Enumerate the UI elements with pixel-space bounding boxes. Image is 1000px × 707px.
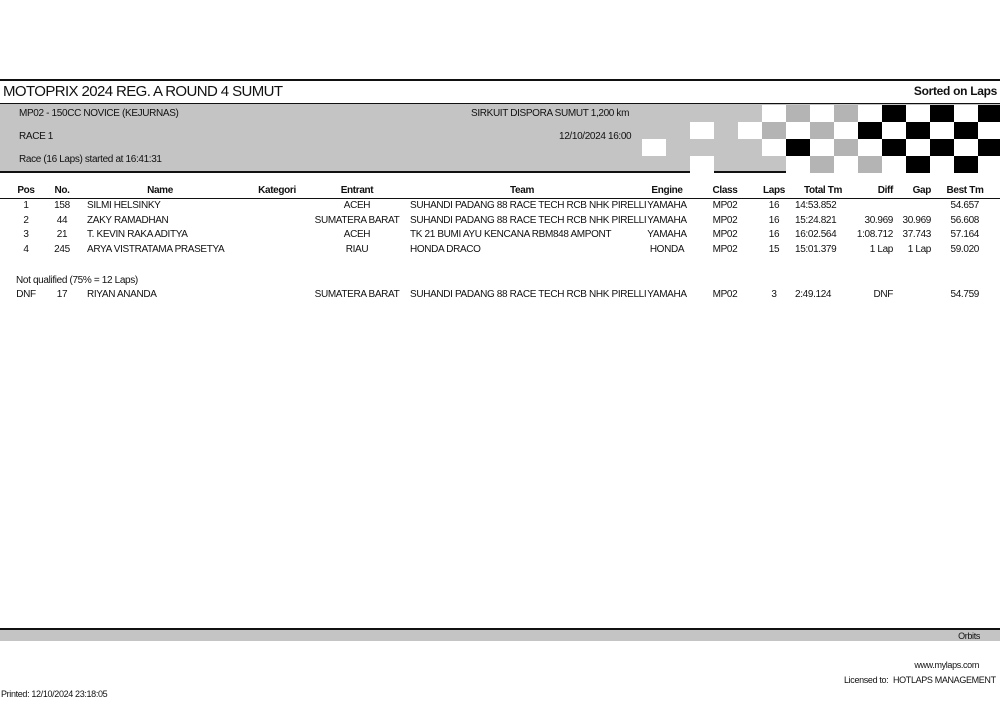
flag-square [882,156,906,173]
flag-square [882,122,906,139]
flag-square [930,139,954,156]
flag-square [906,105,930,122]
column-header-team: Team [510,185,534,196]
flag-square [954,122,978,139]
cell-diff: DNF [873,289,893,300]
circuit-name: SIRKUIT DISPORA SUMUT 1,200 km [471,108,630,119]
column-header-gap: Gap [912,185,931,196]
cell-pos: 2 [23,214,29,226]
flag-square [978,156,1000,173]
flag-square [858,105,882,122]
cell-gap: 37.743 [902,229,931,241]
cell-name: ARYA VISTRATAMA PRASETYA [87,244,225,256]
cell-diff: 30.969 [864,214,893,226]
cell-gap: 1 Lap [907,244,931,256]
cell-entrant: ACEH [343,200,371,211]
cell-engine: YAMAHA [647,229,687,241]
cell-best: 56.608 [950,214,979,226]
licensee: HOTLAPS MANAGEMENT [893,675,996,685]
flag-square [834,122,858,139]
cell-no: 245 [54,244,70,256]
cell-no: 17 [56,289,68,300]
flag-square [834,156,858,173]
flag-square [858,156,882,173]
cell-class: MP02 [712,200,738,211]
cell-name: ZAKY RAMADHAN [87,214,169,226]
flag-square [738,122,762,139]
cell-name: T. KEVIN RAKA ADITYA [87,229,188,241]
cell-class: MP02 [712,244,738,256]
column-header-class: Class [712,185,738,196]
flag-square [786,105,810,122]
license-label: Licensed to: [844,675,889,685]
flag-square [642,139,666,156]
printed-timestamp: Printed: 12/10/2024 23:18:05 [1,689,108,699]
flag-square [930,122,954,139]
column-header-rule [0,198,1000,199]
cell-pos: DNF [16,289,36,300]
cell-no: 21 [56,229,68,241]
flag-square [834,139,858,156]
flag-square [882,105,906,122]
cell-pos: 4 [23,244,29,256]
flag-square [762,122,786,139]
cell-entrant: SUMATERA BARAT [314,214,400,226]
event-title: MOTOPRIX 2024 REG. A ROUND 4 SUMUT [3,83,283,100]
cell-team: HONDA DRACO [410,244,481,256]
cell-team: SUHANDI PADANG 88 RACE TECH RCB NHK PIRELLI [410,289,647,300]
cell-total: 2:49.124 [795,289,832,300]
cell-team: SUHANDI PADANG 88 RACE TECH RCB NHK PIRELLI [410,200,647,211]
cell-laps: 16 [768,229,780,241]
cell-team: TK 21 BUMI AYU KENCANA RBM848 AMPONT [410,229,612,241]
column-header-entrant: Entrant [340,185,374,196]
class-name: MP02 - 150CC NOVICE (KEJURNAS) [19,108,179,119]
cell-pos: 3 [23,229,29,241]
flag-square [954,105,978,122]
flag-square [906,156,930,173]
footer-bar [0,628,1000,641]
cell-best: 57.164 [950,229,979,241]
flag-square [858,139,882,156]
flag-square [786,139,810,156]
cell-laps: 15 [768,244,780,256]
flag-square [786,122,810,139]
cell-engine: YAMAHA [647,200,687,211]
flag-square [690,122,714,139]
cell-class: MP02 [712,214,738,226]
flag-square [810,156,834,173]
top-rule [0,79,1000,81]
column-header-pos: Pos [17,185,35,196]
column-header-kategori: Kategori [258,185,296,196]
cell-pos: 1 [23,200,29,211]
flag-square [810,105,834,122]
flag-square [762,105,786,122]
flag-square [810,122,834,139]
flag-square [978,139,1000,156]
cell-engine: HONDA [649,244,685,256]
cell-laps: 3 [771,289,777,300]
column-header-name: Name [147,185,173,196]
cell-class: MP02 [712,229,738,241]
race-name: RACE 1 [19,131,54,142]
cell-total: 14:53.852 [795,200,837,211]
cell-best: 54.759 [950,289,979,300]
cell-entrant: RIAU [345,244,369,256]
flag-square [930,105,954,122]
cell-engine: YAMAHA [647,214,687,226]
flag-square [786,156,810,173]
flag-square [978,105,1000,122]
cell-laps: 16 [768,214,780,226]
flag-square [762,139,786,156]
cell-best: 54.657 [950,200,979,211]
flag-square [978,122,1000,139]
cell-total: 15:24.821 [795,214,837,226]
flag-square [906,122,930,139]
column-header-diff: Diff [877,185,893,196]
cell-engine: YAMAHA [647,289,687,300]
cell-entrant: SUMATERA BARAT [314,289,400,300]
cell-diff: 1:08.712 [856,229,893,241]
cell-name: SILMI HELSINKY [87,200,161,211]
race-datetime: 12/10/2024 16:00 [559,131,632,142]
column-header-engine: Engine [651,185,683,196]
flag-square [906,139,930,156]
cell-total: 16:02.564 [795,229,837,241]
cell-class: MP02 [712,289,738,300]
column-header-no: No. [54,185,70,196]
cell-no: 44 [56,214,68,226]
flag-square [834,105,858,122]
cell-diff: 1 Lap [869,244,893,256]
sort-label: Sorted on Laps [913,84,997,98]
column-header-total: Total Tm [803,185,843,196]
cell-name: RIYAN ANANDA [87,289,157,300]
flag-square [810,139,834,156]
cell-entrant: ACEH [343,229,371,241]
cell-no: 158 [54,200,70,211]
flag-square [690,156,714,173]
column-header-best: Best Tm [946,185,984,196]
website-link[interactable]: www.mylaps.com [914,660,979,670]
flag-square [930,156,954,173]
cell-best: 59.020 [950,244,979,256]
flag-square [882,139,906,156]
race-start-info: Race (16 Laps) started at 16:41:31 [19,154,162,165]
cell-laps: 16 [768,200,780,211]
system-name: Orbits [958,631,980,641]
column-header-laps: Laps [763,185,785,196]
not-qualified-label: Not qualified (75% = 12 Laps) [16,275,138,286]
flag-square [954,156,978,173]
cell-team: SUHANDI PADANG 88 RACE TECH RCB NHK PIRELLI [410,214,647,226]
race-info-box [0,104,1000,173]
flag-square [858,122,882,139]
flag-square [954,139,978,156]
cell-total: 15:01.379 [795,244,837,256]
cell-gap: 30.969 [902,214,931,226]
